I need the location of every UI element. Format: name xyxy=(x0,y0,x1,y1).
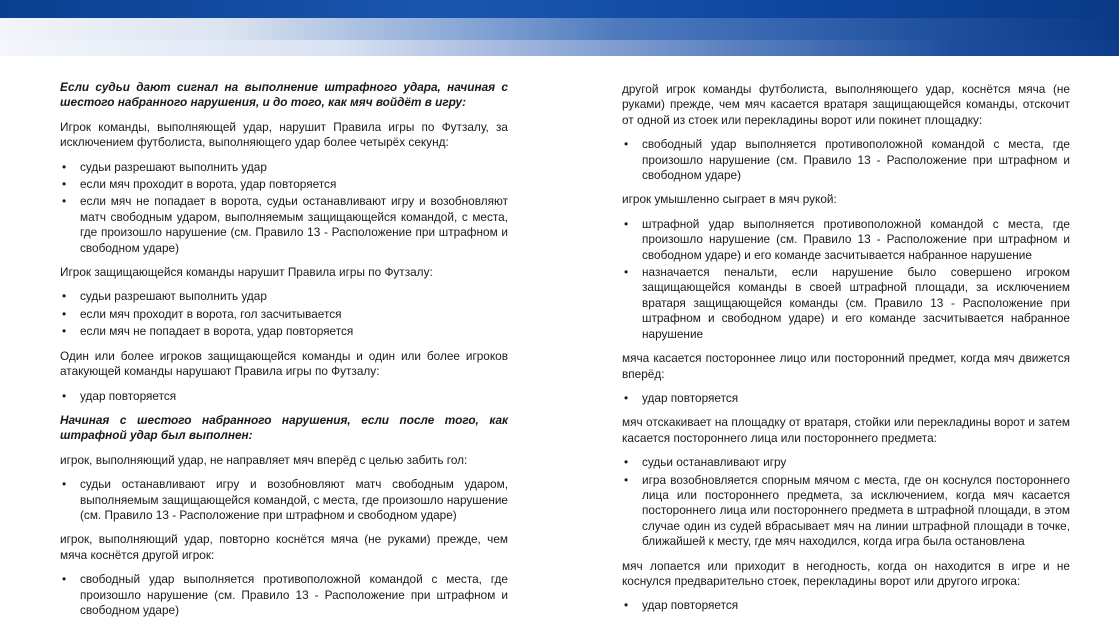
list-item: • удар повторяется xyxy=(622,598,1070,613)
banner-strip xyxy=(0,40,1119,56)
list-item: • игра возобновляется спорным мячом с места, где он коснулся постороннего лица или постороннего предмета, за исключением, когда мяч касается постороннего лица или постороннего предмета в штрафной площади, в этом случае один из судей вбрасывает мяч на линии штрафной площади в точке, ближайшей к месту, где мяч находился, когда игра была остановлена xyxy=(622,473,1070,550)
section-heading: Если судьи дают сигнал на выполнение штрафного удара, начиная с шестого набранного нарушения, и до того, как мяч войдёт в игру: xyxy=(60,80,508,110)
bullet-list xyxy=(622,391,1070,406)
paragraph: игрок, выполняющий удар, не направляет мяч вперёд с целью забить гол: xyxy=(60,452,468,467)
list-item: • штрафной удар выполняется противоположной командой с места, где произошло нарушение (см. Правило 13 - Расположение при штрафном и свободном ударе) и его команде засчитывается набранное нарушение xyxy=(622,217,1070,263)
bullet-list xyxy=(60,389,508,404)
paragraph: мяча касается постороннее лицо или посторонний предмет, когда мяч движется вперёд: xyxy=(622,351,1070,381)
list-item: • судьи разрешают выполнить удар xyxy=(60,160,508,175)
paragraph: игрок умышленно сыграет в мяч рукой: xyxy=(622,192,837,207)
right-column xyxy=(622,80,1070,623)
bullet-list xyxy=(60,572,508,618)
paragraph: мяч отскакивает на площадку от вратаря, стойки или перекладины ворот и затем касается постороннего лица или постороннего предмета: xyxy=(622,415,1070,445)
left-column xyxy=(60,80,508,627)
list-item: • удар повторяется xyxy=(60,389,508,404)
bullet-list xyxy=(622,137,1070,183)
bullet-list xyxy=(60,477,508,523)
list-item: • судьи разрешают выполнить удар xyxy=(60,289,508,304)
list-item: • свободный удар выполняется противоположной командой с места, где произошло нарушение (см. Правило 13 - Расположение при штрафном и свободном ударе) xyxy=(622,137,1070,183)
list-item: • если мяч не попадает в ворота, удар повторяется xyxy=(60,324,508,339)
bullet-list xyxy=(60,289,508,339)
list-item: • назначается пенальти, если нарушение было совершено игроком защищающейся команды в своей штрафной площади, за исключением вратаря защищающейся команды (см. Правило 13 - Расположение при штрафном и свободном ударе) и его команде засчитывается набранное нарушение xyxy=(622,265,1070,342)
bullet-list xyxy=(622,598,1070,613)
list-item: • свободный удар выполняется противоположной командой с места, где произошло нарушение (см. Правило 13 - Расположение при штрафном и свободном ударе) xyxy=(60,572,508,618)
list-item: • если мяч проходит в ворота, гол засчитывается xyxy=(60,307,508,322)
paragraph: Игрок защищающейся команды нарушит Правила игры по Футзалу: xyxy=(60,265,433,280)
bullet-list xyxy=(60,160,508,256)
paragraph: другой игрок команды футболиста, выполняющего удар, коснётся мяча (не руками) прежде, чем мяч касается вратаря защищающейся команды, отскочит от одной из стоек или перекладины ворот или покинет площадку: xyxy=(622,82,1070,127)
list-item: • удар повторяется xyxy=(622,391,1070,406)
paragraph: Игрок команды, выполняющей удар, нарушит Правила игры по Футзалу, за исключением футболиста, выполняющего удар более четырёх секунд: xyxy=(60,119,508,150)
list-item: • если мяч проходит в ворота, удар повторяется xyxy=(60,177,508,192)
list-item: • если мяч не попадает в ворота, судьи останавливают игру и возобновляют матч свободным ударом, выполняемым защищающейся командой, с места, где произошло нарушение (см. Правило 13 - Расположение при штрафном и свободном ударе) xyxy=(60,194,508,256)
header-banner xyxy=(0,0,1119,56)
paragraph: игрок, выполняющий удар, повторно коснётся мяча (не руками) прежде, чем мяча коснётся другой игрок: xyxy=(60,532,508,562)
list-item: • судьи останавливают игру и возобновляют матч свободным ударом, выполняемым защищающейся командой, с места, где произошло нарушение (см. Правило 13 - Расположение при штрафном и свободном ударе) xyxy=(60,477,508,523)
banner-highlight xyxy=(0,18,1119,40)
paragraph: Один или более игроков защищающейся команды и один или более игроков атакующей команды нарушают Правила игры по Футзалу: xyxy=(60,348,508,379)
list-item: • судьи останавливают игру xyxy=(622,455,1070,470)
section-heading: Начиная с шестого набранного нарушения, если после того, как штрафной удар был выполнен: xyxy=(60,412,508,443)
bullet-list xyxy=(622,217,1070,342)
paragraph: мяч лопается или приходит в негодность, когда он находится в игре и не коснулся предварительно стоек, перекладины ворот или другого игрока: xyxy=(622,558,1070,588)
bullet-list xyxy=(622,455,1070,549)
